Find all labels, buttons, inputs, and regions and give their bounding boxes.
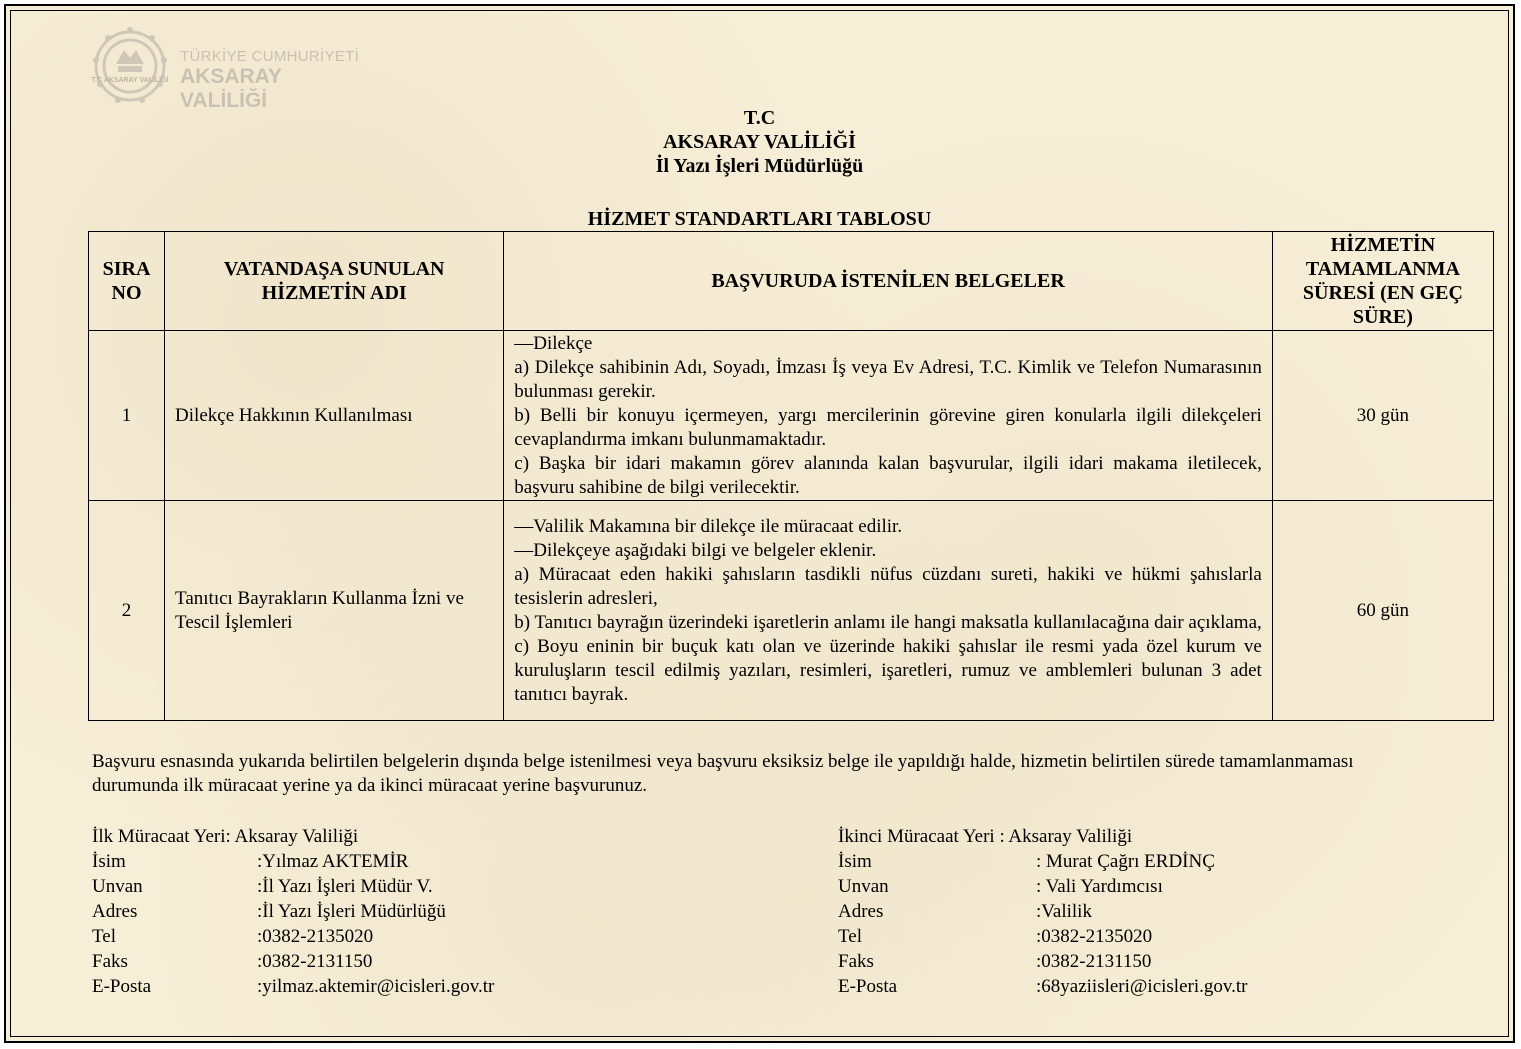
- document-line: —Dilekçeye aşağıdaki bilgi ve belgeler eklenir.: [514, 539, 877, 561]
- document-line: b) Tanıtıcı bayrağın üzerindeki işaretlerin anlamı ile hangi maksatla kullanılacağına dair açıklama,: [514, 611, 1262, 633]
- contact-label: Faks: [838, 951, 874, 972]
- second-application-contact: [838, 824, 1358, 999]
- header-completion-time: HİZMETİN TAMAMLANMA SÜRESİ (EN GEÇ SÜRE): [1272, 232, 1493, 331]
- document-line: a) Müracaat eden hakiki şahısların tasdikli nüfus cüzdanı sureti, hakiki ve hükmi şahıslarla tesislerin adresleri,: [514, 563, 1262, 609]
- header-sira-no: SIRA NO: [89, 232, 165, 331]
- aksaray-valiligi-logo: [90, 24, 360, 114]
- first-application-contact: [92, 824, 592, 999]
- completion-time: 30 gün: [1272, 331, 1493, 501]
- contact-label: Unvan: [92, 876, 143, 897]
- document-line: —Valilik Makamına bir dilekçe ile müracaat edilir.: [514, 515, 903, 537]
- document-line: a) Dilekçe sahibinin Adı, Soyadı, İmzası İş veya Ev Adresi, T.C. Kimlik ve Telefon Numarasının bulunması gerekir.: [514, 356, 1262, 402]
- contact-name: : Murat Çağrı ERDİNÇ: [1036, 851, 1215, 872]
- contact-label: Adres: [838, 901, 884, 922]
- logo-text: [180, 48, 360, 113]
- row-number: 2: [89, 501, 165, 721]
- contact-label: Faks: [92, 951, 128, 972]
- contact-title: İkinci Müracaat Yeri : Aksaray Valiliği: [838, 826, 1133, 847]
- seal-icon: [90, 24, 170, 108]
- completion-time: 60 gün: [1272, 501, 1493, 721]
- contact-label: E-Posta: [92, 976, 152, 997]
- table-row: [89, 331, 1494, 501]
- contact-title-value: : Vali Yardımcısı: [1036, 876, 1163, 897]
- logo-line1: TÜRKİYE CUMHURİYETİ: [180, 48, 360, 65]
- contact-address: :Valilik: [1036, 901, 1092, 922]
- contact-label: E-Posta: [838, 976, 898, 997]
- contact-label: Tel: [92, 926, 116, 947]
- contact-email: :yilmaz.aktemir@icisleri.gov.tr: [257, 976, 495, 997]
- document-page: [4, 4, 1515, 1043]
- header-line2: AKSARAY VALİLİĞİ: [663, 131, 856, 153]
- application-note: Başvuru esnasında yukarıda belirtilen belgelerin dışında belge istenilmesi veya başvuru eksiksiz belge ile yapıldığı halde, hizmetin belirtilen sürede tamamlanmaması durumunda ilk müracaat yerine ya da ikinci müracaat yerine başvurunuz.: [92, 751, 1354, 796]
- document-line: c) Başka bir idari makamın görev alanında kalan başvurular, ilgili idari makama iletilecek, başvuru sahibine de bilgi verilecektir.: [514, 452, 1262, 498]
- document-line: b) Belli bir konuyu içermeyen, yargı mercilerinin görevine giren konularla ilgili dilekçeleri cevaplandırma imkanı bulunmamaktadır.: [514, 404, 1262, 450]
- header-documents: BAŞVURUDA İSTENİLEN BELGELER: [504, 232, 1273, 331]
- document-header: [6, 106, 1513, 178]
- document-line: c) Boyu eninin bir buçuk katı olan ve üzerinde hakiki şahıslar ile resmi yada özel kurum ve kuruluşların tescil edilmiş yazıları, resimleri, işaretleri, rumuz ve amblemleri bulunan 3 adet tanıtıcı bayrak.: [514, 635, 1262, 705]
- contact-phone: :0382-2135020: [1036, 926, 1153, 947]
- header-service-name: VATANDAŞA SUNULAN HİZMETİN ADI: [165, 232, 504, 331]
- service-name: Tanıtıcı Bayrakların Kullanma İzni ve Tescil İşlemleri: [165, 501, 504, 721]
- required-documents: [504, 331, 1273, 501]
- contact-label: Tel: [838, 926, 862, 947]
- contact-label: Unvan: [838, 876, 889, 897]
- header-line1: T.C: [743, 107, 776, 129]
- header-line3: İl Yazı İşleri Müdürlüğü: [655, 155, 864, 177]
- contact-name: :Yılmaz AKTEMİR: [257, 851, 409, 872]
- service-name: Dilekçe Hakkının Kullanılması: [165, 331, 504, 501]
- contact-label: Adres: [92, 901, 138, 922]
- contact-title: İlk Müracaat Yeri: Aksaray Valiliği: [92, 826, 359, 847]
- table-title: HİZMET STANDARTLARI TABLOSU: [587, 208, 932, 230]
- contact-address: :İl Yazı İşleri Müdürlüğü: [257, 901, 446, 922]
- contact-fax: :0382-2131150: [257, 951, 373, 972]
- contact-phone: :0382-2135020: [257, 926, 374, 947]
- contact-email: :68yaziisleri@icisleri.gov.tr: [1036, 976, 1248, 997]
- service-standards-table: [88, 231, 1494, 721]
- table-row: [89, 501, 1494, 721]
- document-line: —Dilekçe: [514, 332, 593, 354]
- contact-label: İsim: [838, 851, 872, 872]
- row-number: 1: [89, 331, 165, 501]
- table-header-row: [89, 232, 1494, 331]
- contact-fax: :0382-2131150: [1036, 951, 1152, 972]
- contact-title-value: :İl Yazı İşleri Müdür V.: [257, 876, 433, 897]
- logo-line2: AKSARAY VALİLİĞİ: [180, 65, 282, 112]
- required-documents: [504, 501, 1273, 721]
- contact-label: İsim: [92, 851, 126, 872]
- svg-text:T.C AKSARAY VALİLİĞİ: T.C AKSARAY VALİLİĞİ: [91, 77, 169, 84]
